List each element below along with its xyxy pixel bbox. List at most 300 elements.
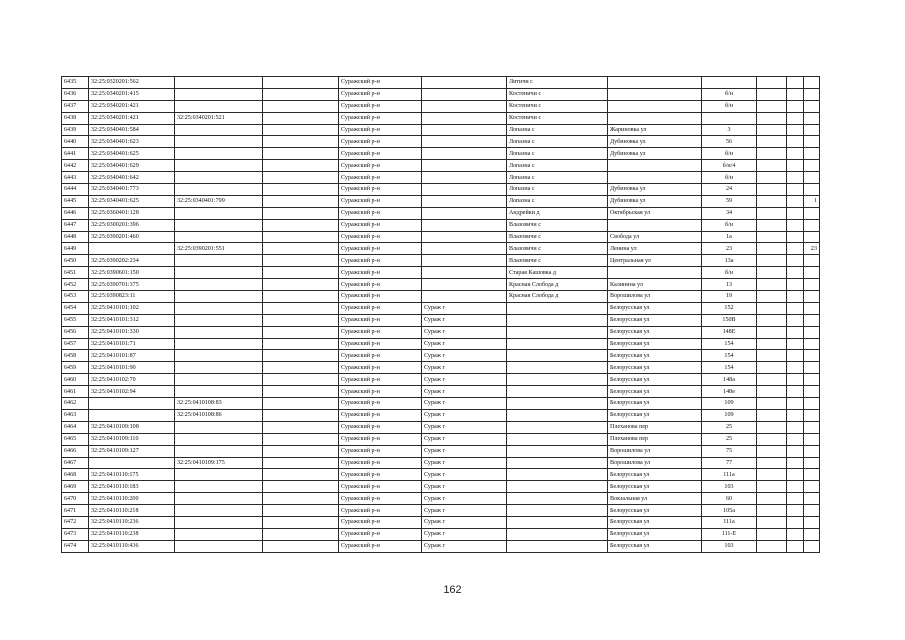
table-cell [422,160,507,172]
table-cell [804,291,820,303]
table-cell: 1 [804,195,820,207]
table-cell [757,505,787,517]
table-cell: Лопазна с [507,184,608,196]
table-cell: Красная Слобода д [507,291,608,303]
table-cell [787,326,804,338]
table-cell: Белорусская ул [608,469,702,481]
table-cell: 6456 [62,326,89,338]
table-cell: Суражский р-н [339,445,422,457]
table-cell [507,421,608,433]
table-cell [507,433,608,445]
table-cell [787,445,804,457]
table-cell: 105а [702,505,757,517]
table-cell: Суражский р-н [339,386,422,398]
table-cell [175,100,263,112]
table-cell [787,457,804,469]
table-cell [804,374,820,386]
table-cell [175,231,263,243]
table-cell: 150В [702,314,757,326]
table-cell [804,457,820,469]
table-cell [757,528,787,540]
table-cell [804,516,820,528]
table-cell [804,528,820,540]
table-cell: Сураж г [422,445,507,457]
table-cell: Сураж г [422,314,507,326]
table-cell [757,362,787,374]
table-cell [804,279,820,291]
table-row [62,279,820,291]
table-cell: 6463 [62,409,89,421]
table-cell [422,124,507,136]
table-cell: 32:25:0410110:175 [89,469,175,481]
table-cell [787,172,804,184]
table-cell: 23 [702,243,757,255]
table-cell: Белорусская ул [608,314,702,326]
table-cell [757,148,787,160]
table-cell: 6455 [62,314,89,326]
table-cell: Суражский р-н [339,362,422,374]
table-cell: 6438 [62,112,89,124]
table-cell: Влазовичи с [507,255,608,267]
table-cell [804,136,820,148]
table-cell [757,421,787,433]
table-cell: Костеничи с [507,112,608,124]
table-cell: 6471 [62,505,89,517]
table-cell: 6464 [62,421,89,433]
table-cell: 32:25:0410110:436 [89,540,175,552]
table-cell: 6442 [62,160,89,172]
table-cell: Суражский р-н [339,184,422,196]
table-cell [175,326,263,338]
table-cell [175,516,263,528]
table-cell: 152 [702,302,757,314]
table-cell: 32:25:0390823:11 [89,291,175,303]
table-cell: Октябрьская ул [608,207,702,219]
table-cell [608,112,702,124]
table-cell: 6447 [62,219,89,231]
table-cell: 32:25:0410101:71 [89,338,175,350]
table-cell: Красная Слобода д [507,279,608,291]
table-cell: 32:25:0340401:629 [89,160,175,172]
table-cell: 75 [702,445,757,457]
table-row [62,362,820,374]
table-cell [804,505,820,517]
table-cell [787,433,804,445]
table-cell: Суражский р-н [339,421,422,433]
table-cell: 24 [702,184,757,196]
table-cell [507,398,608,410]
table-cell: 32:25:0340401:799 [175,195,263,207]
table-cell: 6453 [62,291,89,303]
table-cell: 109 [702,409,757,421]
table-cell: 6474 [62,540,89,552]
table-row [62,528,820,540]
table-cell: Сураж г [422,528,507,540]
table-cell [757,338,787,350]
table-cell: 32:25:0340401:625 [89,195,175,207]
table-cell [422,112,507,124]
table-cell [263,279,339,291]
table-cell: Дубиновка ул [608,136,702,148]
table-cell [804,481,820,493]
table-cell [804,314,820,326]
table-cell [507,350,608,362]
table-cell [787,100,804,112]
table-cell: 6468 [62,469,89,481]
table-cell: Белорусская ул [608,362,702,374]
table-cell [263,219,339,231]
table-cell: 32:25:0340201:521 [175,112,263,124]
table-row [62,267,820,279]
table-cell: Сураж г [422,457,507,469]
table-cell: Калинина ул [608,279,702,291]
table-cell: Суражский р-н [339,314,422,326]
table-cell: 32:25:0340401:773 [89,184,175,196]
table-cell: 77 [702,457,757,469]
table-row [62,160,820,172]
table-cell: 25 [702,433,757,445]
table-row [62,469,820,481]
table-row [62,195,820,207]
table-cell [804,433,820,445]
table-cell: 148Е [702,326,757,338]
table-cell: Сураж г [422,362,507,374]
table-row [62,124,820,136]
table-cell [757,291,787,303]
table-cell [757,516,787,528]
table-cell [263,160,339,172]
table-cell: Лопазна с [507,195,608,207]
table-cell [757,160,787,172]
table-cell: Костеничи с [507,100,608,112]
table-cell [804,112,820,124]
table-cell [263,457,339,469]
table-cell: Суражский р-н [339,291,422,303]
table-cell: Андрейки д [507,207,608,219]
table-cell: Сураж г [422,516,507,528]
register-table-body [62,77,820,553]
table-cell [422,243,507,255]
table-cell: Сураж г [422,505,507,517]
table-cell: 32:25:0390601:150 [89,267,175,279]
table-cell [89,398,175,410]
page-number: 162 [443,584,462,596]
table-cell: Белорусская ул [608,338,702,350]
table-cell [787,516,804,528]
table-cell [175,433,263,445]
table-cell [787,279,804,291]
table-cell: 6472 [62,516,89,528]
table-cell [507,445,608,457]
table-cell [787,195,804,207]
table-cell: 32:25:0360401:128 [89,207,175,219]
table-cell [507,457,608,469]
table-cell: 6469 [62,481,89,493]
table-cell: б/н [702,267,757,279]
table-cell [263,77,339,89]
table-cell [757,279,787,291]
table-cell: Влазовичи с [507,219,608,231]
table-cell [263,493,339,505]
table-cell [804,231,820,243]
table-row [62,302,820,314]
table-cell [757,184,787,196]
table-cell: Сураж г [422,433,507,445]
table-cell: Костеничи с [507,88,608,100]
table-row [62,493,820,505]
table-cell [175,540,263,552]
table-cell: 6459 [62,362,89,374]
table-cell [422,77,507,89]
table-cell [175,528,263,540]
table-row [62,350,820,362]
table-cell [263,338,339,350]
table-cell: 32:25:0410110:218 [89,505,175,517]
table-row [62,481,820,493]
table-row [62,457,820,469]
table-cell: 32:25:0300201:396 [89,219,175,231]
table-cell: 1а [702,231,757,243]
table-cell: 6450 [62,255,89,267]
table-cell: 32:25:0410102:94 [89,386,175,398]
table-cell: Дубиновка ул [608,148,702,160]
table-cell: 32:25:0410109:127 [89,445,175,457]
table-cell: 109 [702,398,757,410]
table-cell [507,493,608,505]
table-cell [804,184,820,196]
table-cell [507,516,608,528]
table-cell [263,481,339,493]
table-cell [263,314,339,326]
table-cell [787,540,804,552]
table-cell: Ленина ул [608,243,702,255]
table-cell [804,88,820,100]
table-cell [507,505,608,517]
table-cell: Сураж г [422,398,507,410]
table-cell: 6458 [62,350,89,362]
table-cell [263,231,339,243]
table-cell: 32:25:0410101:90 [89,362,175,374]
table-cell: 6435 [62,77,89,89]
table-cell [422,207,507,219]
table-cell: Влазовичи с [507,231,608,243]
table-cell: 32:25:0410109:108 [89,421,175,433]
table-cell: 32:25:0410110:236 [89,516,175,528]
table-cell [175,350,263,362]
table-cell [507,481,608,493]
table-cell [757,243,787,255]
table-cell: 6457 [62,338,89,350]
table-cell [757,219,787,231]
table-cell [804,207,820,219]
table-cell: Суражский р-н [339,528,422,540]
table-cell [757,493,787,505]
table-cell: 6454 [62,302,89,314]
table-row [62,255,820,267]
table-cell [787,469,804,481]
table-cell [757,100,787,112]
table-cell: 32:25:0410101:312 [89,314,175,326]
table-cell: Дубиновка ул [608,184,702,196]
table-cell [507,302,608,314]
table-cell: Суражский р-н [339,540,422,552]
table-cell [422,88,507,100]
table-cell: Суражский р-н [339,88,422,100]
table-cell [263,195,339,207]
table-cell [757,350,787,362]
table-row [62,505,820,517]
table-cell [608,77,702,89]
table-cell [787,386,804,398]
table-cell: 6451 [62,267,89,279]
table-cell [507,469,608,481]
table-cell: 6440 [62,136,89,148]
table-cell [757,386,787,398]
table-cell [787,255,804,267]
table-cell: 32:25:0340401:584 [89,124,175,136]
table-cell [422,100,507,112]
table-cell [263,409,339,421]
table-cell: 19 [702,291,757,303]
table-cell [787,148,804,160]
table-cell [787,314,804,326]
table-cell: 32:25:0410101:102 [89,302,175,314]
table-cell [263,207,339,219]
table-cell [787,302,804,314]
table-cell: б/н [702,100,757,112]
table-cell [757,112,787,124]
table-cell [757,326,787,338]
table-cell [263,445,339,457]
table-cell: 32:25:0320201:562 [89,77,175,89]
table-cell [804,172,820,184]
table-cell [175,362,263,374]
table-cell: Суражский р-н [339,136,422,148]
table-cell [263,528,339,540]
table-cell [422,136,507,148]
table-cell [804,219,820,231]
table-cell [787,231,804,243]
table-row [62,77,820,89]
table-cell [757,136,787,148]
table-cell: 32:25:0410110:200 [89,493,175,505]
table-cell: Сураж г [422,469,507,481]
table-cell: 103 [702,540,757,552]
table-cell [175,172,263,184]
table-cell: б/н [702,219,757,231]
table-cell [757,195,787,207]
table-cell [804,350,820,362]
table-cell: Белорусская ул [608,409,702,421]
table-cell [422,267,507,279]
table-cell: 6437 [62,100,89,112]
table-cell [787,291,804,303]
table-cell: Сураж г [422,409,507,421]
table-cell: 60 [702,493,757,505]
table-cell: Лопазна с [507,160,608,172]
table-cell [757,231,787,243]
table-cell: Белорусская ул [608,528,702,540]
table-cell [263,362,339,374]
table-cell [263,421,339,433]
table-cell [422,148,507,160]
table-cell: Сураж г [422,481,507,493]
table-cell: Суражский р-н [339,409,422,421]
table-cell: Вокзальная ул [608,493,702,505]
table-cell [757,445,787,457]
table-cell [787,112,804,124]
table-cell [787,374,804,386]
table-cell: Суражский р-н [339,302,422,314]
table-cell: Суражский р-н [339,195,422,207]
table-cell [175,386,263,398]
table-cell: Литичи с [507,77,608,89]
table-cell: 25 [702,421,757,433]
table-cell [263,326,339,338]
table-cell: Суражский р-н [339,112,422,124]
table-cell [175,207,263,219]
table-cell [507,314,608,326]
table-cell [175,88,263,100]
table-cell [507,362,608,374]
table-cell: б/н/4 [702,160,757,172]
table-cell [507,386,608,398]
table-cell [757,77,787,89]
table-cell [175,279,263,291]
table-cell: Сураж г [422,350,507,362]
table-cell [608,88,702,100]
table-cell [787,493,804,505]
table-cell [175,160,263,172]
table-cell: Суражский р-н [339,172,422,184]
table-cell [787,88,804,100]
table-cell [263,112,339,124]
table-row [62,398,820,410]
table-cell [263,386,339,398]
table-cell [89,457,175,469]
table-cell: 13а [702,255,757,267]
table-cell [263,100,339,112]
table-cell [804,540,820,552]
table-cell [263,267,339,279]
table-cell [757,255,787,267]
table-cell [787,505,804,517]
table-cell: Ворошилова ул [608,291,702,303]
table-cell: 32:25:0410110:183 [89,481,175,493]
table-cell: Суражский р-н [339,231,422,243]
table-cell [175,255,263,267]
table-cell: 32:25:0390201:551 [175,243,263,255]
table-cell [422,279,507,291]
table-cell: Белорусская ул [608,516,702,528]
table-cell: 32:25:0410109:175 [175,457,263,469]
table-cell [175,148,263,160]
table-cell [757,88,787,100]
table-cell: 13 [702,279,757,291]
table-cell [757,267,787,279]
table-cell [422,184,507,196]
table-row [62,243,820,255]
table-cell [804,255,820,267]
table-cell [757,433,787,445]
table-cell: Белорусская ул [608,326,702,338]
table-row [62,207,820,219]
table-cell [787,136,804,148]
table-cell: Белорусская ул [608,350,702,362]
table-cell: 34 [702,207,757,219]
table-cell: Белорусская ул [608,398,702,410]
table-cell: Белорусская ул [608,374,702,386]
